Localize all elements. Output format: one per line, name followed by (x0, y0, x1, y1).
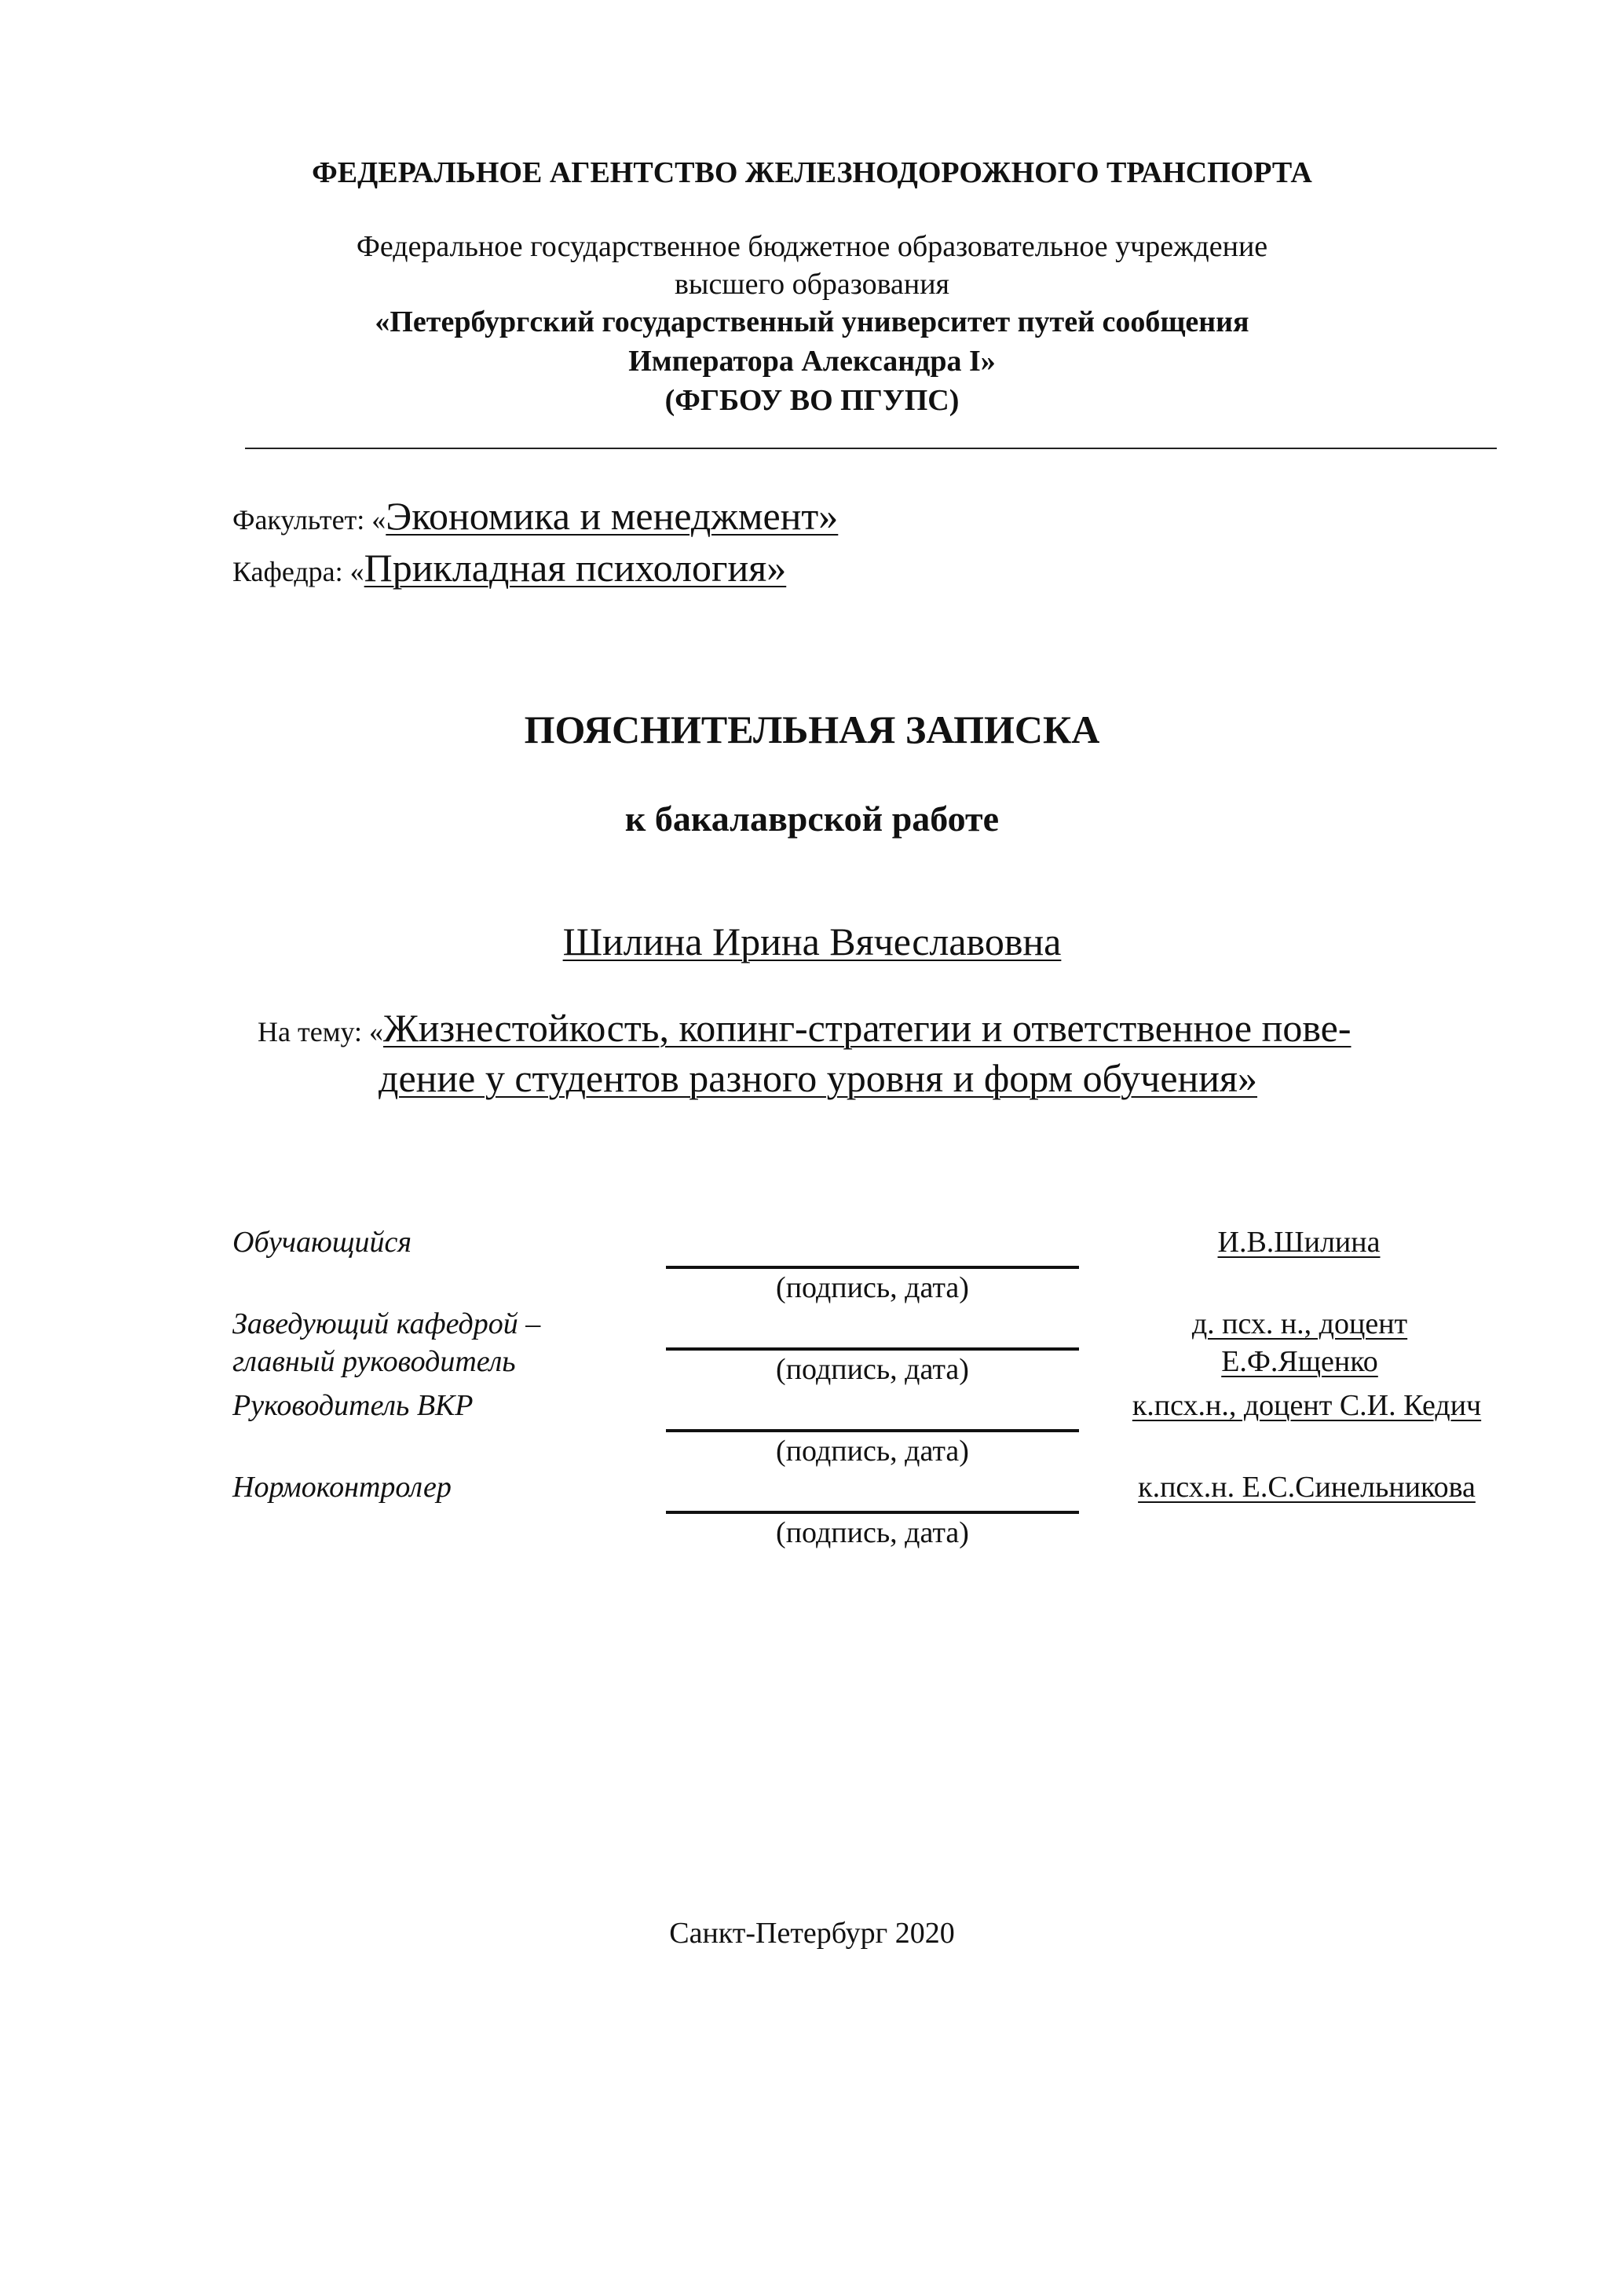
author-name (0, 919, 1624, 964)
document-title: ПОЯСНИТЕЛЬНАЯ ЗАПИСКА (524, 707, 1100, 751)
topic-label: На тему: « (258, 1016, 383, 1047)
signature-role-head-line1: Заведующий кафедрой – (232, 1307, 541, 1340)
header-divider (245, 448, 1497, 449)
institution-type-line1: Федеральное государственное бюджетное образовательное учреждение (356, 230, 1268, 263)
signature-caption-normcontroller: (подпись, дата) (776, 1516, 969, 1549)
signature-role-head-line2: главный руководитель (232, 1345, 516, 1378)
topic-row (258, 1005, 1352, 1051)
signature-line-normcontroller (666, 1511, 1079, 1514)
university-name-line2: Императора Александра I» (628, 345, 996, 378)
signature-role-normcontroller: Нормоконтролер (232, 1471, 452, 1504)
chair-label: Кафедра: « (232, 556, 364, 587)
signature-role-supervisor: Руководитель ВКР (232, 1389, 474, 1422)
signature-line-student (666, 1266, 1079, 1269)
signature-person-head-line2: Е.Ф.Ященко (1221, 1345, 1378, 1378)
chair-row (232, 545, 786, 590)
signature-line-supervisor (666, 1429, 1079, 1432)
signature-caption-supervisor: (подпись, дата) (776, 1435, 969, 1468)
faculty-row (232, 493, 838, 539)
topic-line2: дение у студентов разного уровня и форм обучения» (379, 1056, 1258, 1100)
faculty-label: Факультет: « (232, 504, 386, 536)
city-year: Санкт-Петербург 2020 (669, 1917, 955, 1950)
signature-person-student: И.В.Шилина (1217, 1226, 1381, 1259)
signature-line-head (666, 1347, 1079, 1351)
document-subtitle: к бакалаврской работе (624, 799, 1000, 839)
faculty-value: Экономика и менеджмент» (386, 494, 839, 538)
signature-caption-head: (подпись, дата) (776, 1353, 969, 1386)
institution-type-line2: высшего образования (674, 268, 950, 301)
signature-person-head-line1: д. псх. н., доцент (1191, 1307, 1408, 1340)
university-abbreviation: (ФГБОУ ВО ПГУПС) (664, 384, 960, 417)
chair-value: Прикладная психология» (364, 546, 787, 590)
signature-role-student: Обучающийся (232, 1226, 412, 1259)
topic-line1: Жизнестойкость, копинг-стратегии и ответственное пове- (383, 1006, 1352, 1050)
author-name-text: Шилина Ирина Вячеславовна (562, 919, 1062, 963)
signature-caption-student: (подпись, дата) (776, 1271, 969, 1304)
university-name-line1: «Петербургский государственный университет путей сообщения (375, 305, 1249, 338)
agency-title: ФЕДЕРАЛЬНОЕ АГЕНТСТВО ЖЕЛЕЗНОДОРОЖНОГО ТРАНСПОРТА (312, 156, 1312, 189)
signature-person-supervisor: к.псх.н., доцент С.И. Кедич (1132, 1389, 1482, 1422)
signature-person-normcontroller: к.псх.н. Е.С.Синельникова (1138, 1471, 1476, 1504)
